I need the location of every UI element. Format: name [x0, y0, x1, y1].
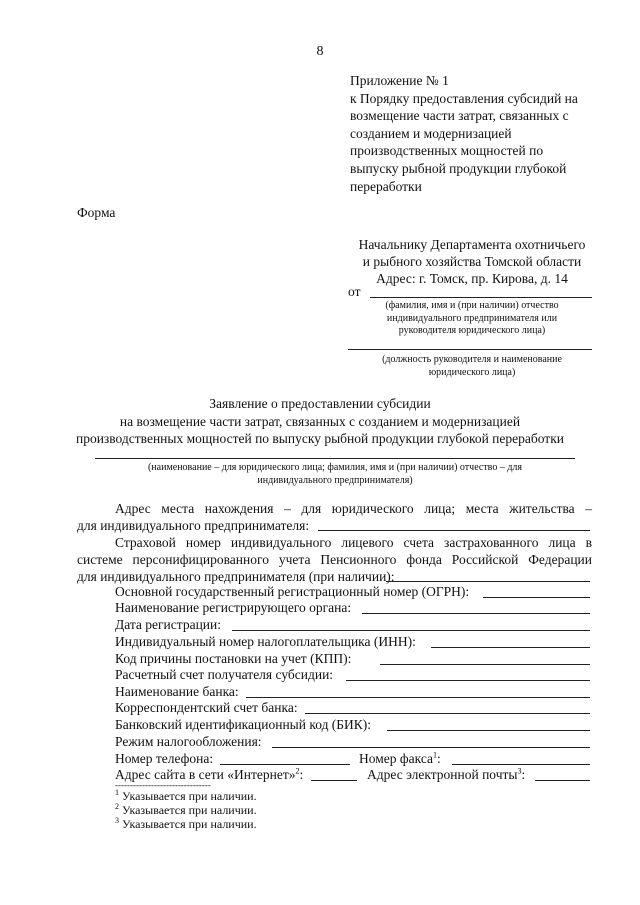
tax-regime-field[interactable] [272, 747, 590, 748]
appendix-line: переработки [350, 178, 422, 194]
footnote-3: $^3$ Указывается при наличии. [115, 816, 257, 831]
appendix-line: Приложение № 1 [350, 73, 449, 88]
fax-field[interactable] [452, 764, 590, 765]
snils-field[interactable] [386, 581, 590, 582]
reg-date-label: Дата регистрации: [115, 617, 222, 632]
phone-label: Номер телефона: [115, 751, 214, 766]
addressee-block [348, 236, 596, 287]
caption-line: индивидуального предпринимателя или [386, 312, 558, 324]
caption-line: (фамилия, имя и (при наличии) отчество [385, 300, 559, 311]
inn-label: Индивидуальный номер налогоплательщика (ИНН): [115, 634, 416, 649]
appendix-line: к Порядку предоставления субсидий на [350, 90, 578, 106]
application-title [0, 395, 640, 448]
website-field[interactable] [311, 780, 357, 781]
address-line-2: для индивидуального предпринимателя: [77, 518, 310, 533]
form-label: Форма [77, 205, 116, 220]
tax-regime-label: Режим налогообложения: [115, 734, 262, 749]
bank-label: Наименование банка: [115, 684, 239, 699]
address-line-1: Адрес места нахождения – для юридического лица; места жительства – [115, 501, 592, 516]
addressee-line: и рыбного хозяйства Томской области [362, 254, 582, 269]
appendix-header [350, 72, 578, 195]
title-line: производственных мощностей по выпуску рыбной продукции глубокой переработки [75, 431, 564, 446]
registrar-label: Наименование регистрирующего органа: [115, 600, 352, 615]
caption-line: (наименование – для юридического лица; фамилия, имя и (при наличии) отчество – для [147, 462, 523, 473]
title-line: Заявление о предоставлении субсидии [209, 396, 431, 411]
bank-field[interactable] [246, 697, 590, 698]
caption-line: руководителя юридического лица) [398, 325, 546, 336]
footnote-2: $^2$ Указывается при наличии. [115, 802, 257, 817]
appendix-line: созданием и модернизацией [350, 125, 512, 141]
snils-line-1: Страховой номер индивидуального лицевого счета застрахованного лица в [115, 535, 592, 550]
appendix-line: выпуску рыбной продукции глубокой [350, 160, 567, 176]
name-caption [348, 300, 596, 338]
caption-line: (должность руководителя и наименование [382, 354, 562, 365]
footnote-rule: -------------------------------- [115, 780, 211, 790]
corr-account-label: Корреспондентский счет банка: [115, 700, 298, 715]
appendix-line: производственных мощностей по [350, 143, 544, 159]
reg-date-field[interactable] [232, 630, 590, 631]
footnote-1: $^1$ Указывается при наличии. [115, 788, 257, 803]
corr-account-field[interactable] [305, 713, 590, 714]
registrar-field[interactable] [362, 613, 590, 614]
ogrn-field[interactable] [483, 597, 590, 598]
fax-label: Номер факса$^1$: [359, 750, 441, 766]
email-field[interactable] [535, 780, 590, 781]
email-label: Адрес электронной почты$^3$: [367, 766, 526, 782]
snils-line-3: для индивидуального предпринимателя (при наличии): [77, 569, 395, 584]
snils-line-2: системе персонифицированного учета Пенсионного фонда Российской Федерации [77, 552, 592, 567]
bik-field[interactable] [387, 730, 590, 731]
from-label: от [348, 284, 361, 299]
addressee-line: Начальнику Департамента охотничьего [358, 237, 586, 252]
kpp-label: Код причины постановки на учет (КПП): [115, 651, 352, 666]
account-label: Расчетный счет получателя субсидии: [115, 667, 334, 682]
title-line: на возмещение части затрат, связанных с созданием и модернизацией [119, 413, 521, 429]
account-field[interactable] [346, 680, 590, 681]
caption-line: юридического лица) [428, 366, 516, 378]
address-field[interactable] [318, 530, 590, 531]
ogrn-label: Основной государственный регистрационный номер (ОГРН): [115, 584, 470, 599]
from-name-line[interactable] [370, 297, 592, 298]
kpp-field[interactable] [380, 664, 590, 665]
applicant-name-line[interactable] [95, 458, 575, 459]
applicant-caption [95, 462, 575, 487]
position-line[interactable] [348, 349, 592, 350]
page-number: 8 [316, 44, 324, 59]
bik-label: Банковский идентификационный код (БИК): [115, 717, 372, 732]
appendix-line: возмещение части затрат, связанных с [350, 108, 569, 124]
website-label: Адрес сайта в сети «Интернет»$^2$: [115, 766, 304, 782]
inn-field[interactable] [431, 647, 590, 648]
caption-line: индивидуального предпринимателя) [257, 474, 413, 486]
position-caption [348, 354, 596, 379]
addressee-line: Адрес: г. Томск, пр. Кирова, д. 14 [376, 271, 568, 286]
phone-field[interactable] [220, 764, 350, 765]
